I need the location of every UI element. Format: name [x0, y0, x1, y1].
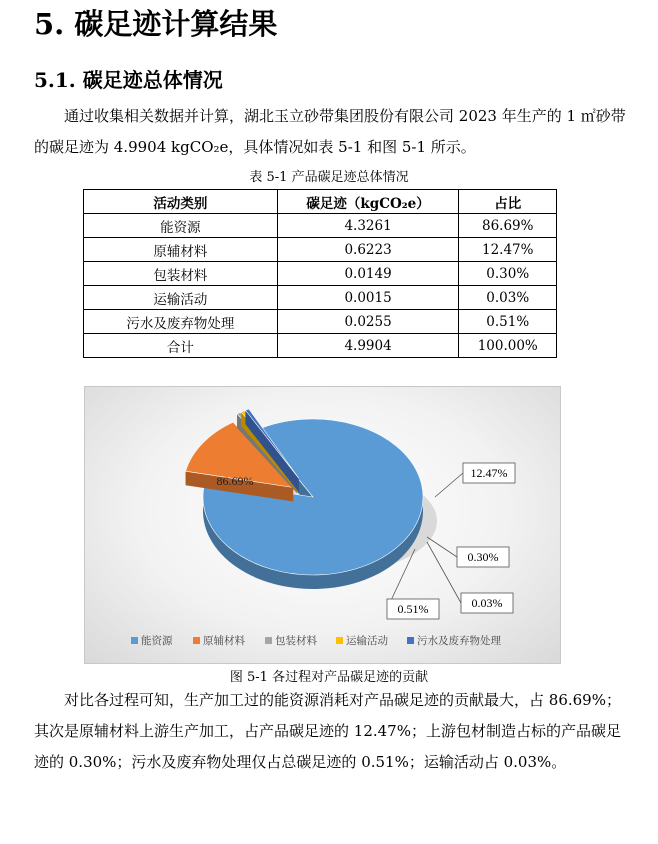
legend-label: 包装材料: [275, 635, 317, 647]
table-row: [84, 238, 557, 262]
legend-label: 污水及废弃物处理: [417, 635, 501, 647]
cell-footprint: 4.3261: [277, 214, 459, 238]
table-caption: 表 5-1 产品碳足迹总体情况: [249, 170, 409, 185]
leader-line: [427, 542, 461, 603]
cell-share: 100.00%: [459, 334, 557, 358]
header-share: 占比: [459, 190, 557, 214]
cell-footprint: 0.0255: [277, 310, 459, 334]
data-label: 0.03%: [471, 596, 503, 610]
legend-swatch: [407, 637, 414, 644]
legend-item: [131, 634, 173, 647]
subsection-heading: 5.1. 碳足迹总体情况: [34, 68, 223, 92]
legend-swatch: [265, 637, 272, 644]
data-label: 86.69%: [216, 474, 254, 488]
cell-share: 0.51%: [459, 310, 557, 334]
pie-chart-svg: [85, 387, 560, 663]
table-row: [84, 334, 557, 358]
cell-category: 包装材料: [84, 262, 278, 286]
figure-caption: 图 5-1 各过程对产品碳足迹的贡献: [229, 670, 429, 685]
legend-label: 原辅材料: [203, 635, 245, 647]
data-label: 12.47%: [470, 466, 508, 480]
legend-label: 能资源: [141, 635, 173, 647]
leader-line: [435, 473, 463, 497]
cell-share: 0.03%: [459, 286, 557, 310]
header-footprint: 碳足迹（kgCO₂e）: [277, 190, 459, 214]
legend-item: [265, 634, 317, 647]
analysis-paragraph: 对比各过程可知，生产加工过的能资源消耗对产品碳足迹的贡献最大，占 86.69%；其次是原辅材料上游生产加工，占产品碳足迹的 12.47%；上游包材制造占标的产品碳足迹的 0.30%；污水及废弃物处理仅占总碳足迹的 0.51%；运输活动占 0.03%。: [34, 691, 621, 771]
data-label: 0.30%: [467, 550, 499, 564]
table-row: [84, 262, 557, 286]
pie-chart: [84, 386, 561, 664]
cell-share: 86.69%: [459, 214, 557, 238]
table-row: [84, 310, 557, 334]
table-row: [84, 214, 557, 238]
legend-swatch: [336, 637, 343, 644]
cell-footprint: 0.0149: [277, 262, 459, 286]
cell-footprint: 4.9904: [277, 334, 459, 358]
cell-category: 合计: [84, 334, 278, 358]
header-category: 活动类别: [84, 190, 278, 214]
cell-category: 污水及废弃物处理: [84, 310, 278, 334]
legend-item: [193, 634, 245, 647]
cell-footprint: 0.0015: [277, 286, 459, 310]
cell-category: 运输活动: [84, 286, 278, 310]
cell-share: 0.30%: [459, 262, 557, 286]
data-label: 0.51%: [397, 602, 429, 616]
cell-category: 能资源: [84, 214, 278, 238]
leader-line: [427, 537, 457, 557]
cell-footprint: 0.6223: [277, 238, 459, 262]
table-row: [84, 286, 557, 310]
table-header-row: [84, 190, 557, 214]
legend-swatch: [193, 637, 200, 644]
legend-item: [407, 634, 501, 647]
section-heading: 5. 碳足迹计算结果: [34, 7, 278, 41]
legend-swatch: [131, 637, 138, 644]
legend-label: 运输活动: [346, 635, 388, 647]
legend-item: [336, 634, 388, 647]
intro-paragraph: 通过收集相关数据并计算，湖北玉立砂带集团股份有限公司 2023 年生产的 1 ㎡砂带的碳足迹为 4.9904 kgCO₂e，具体情况如表 5-1 和图 5-1 所示。: [34, 107, 626, 156]
cell-share: 12.47%: [459, 238, 557, 262]
carbon-footprint-table: [83, 189, 557, 358]
cell-category: 原辅材料: [84, 238, 278, 262]
